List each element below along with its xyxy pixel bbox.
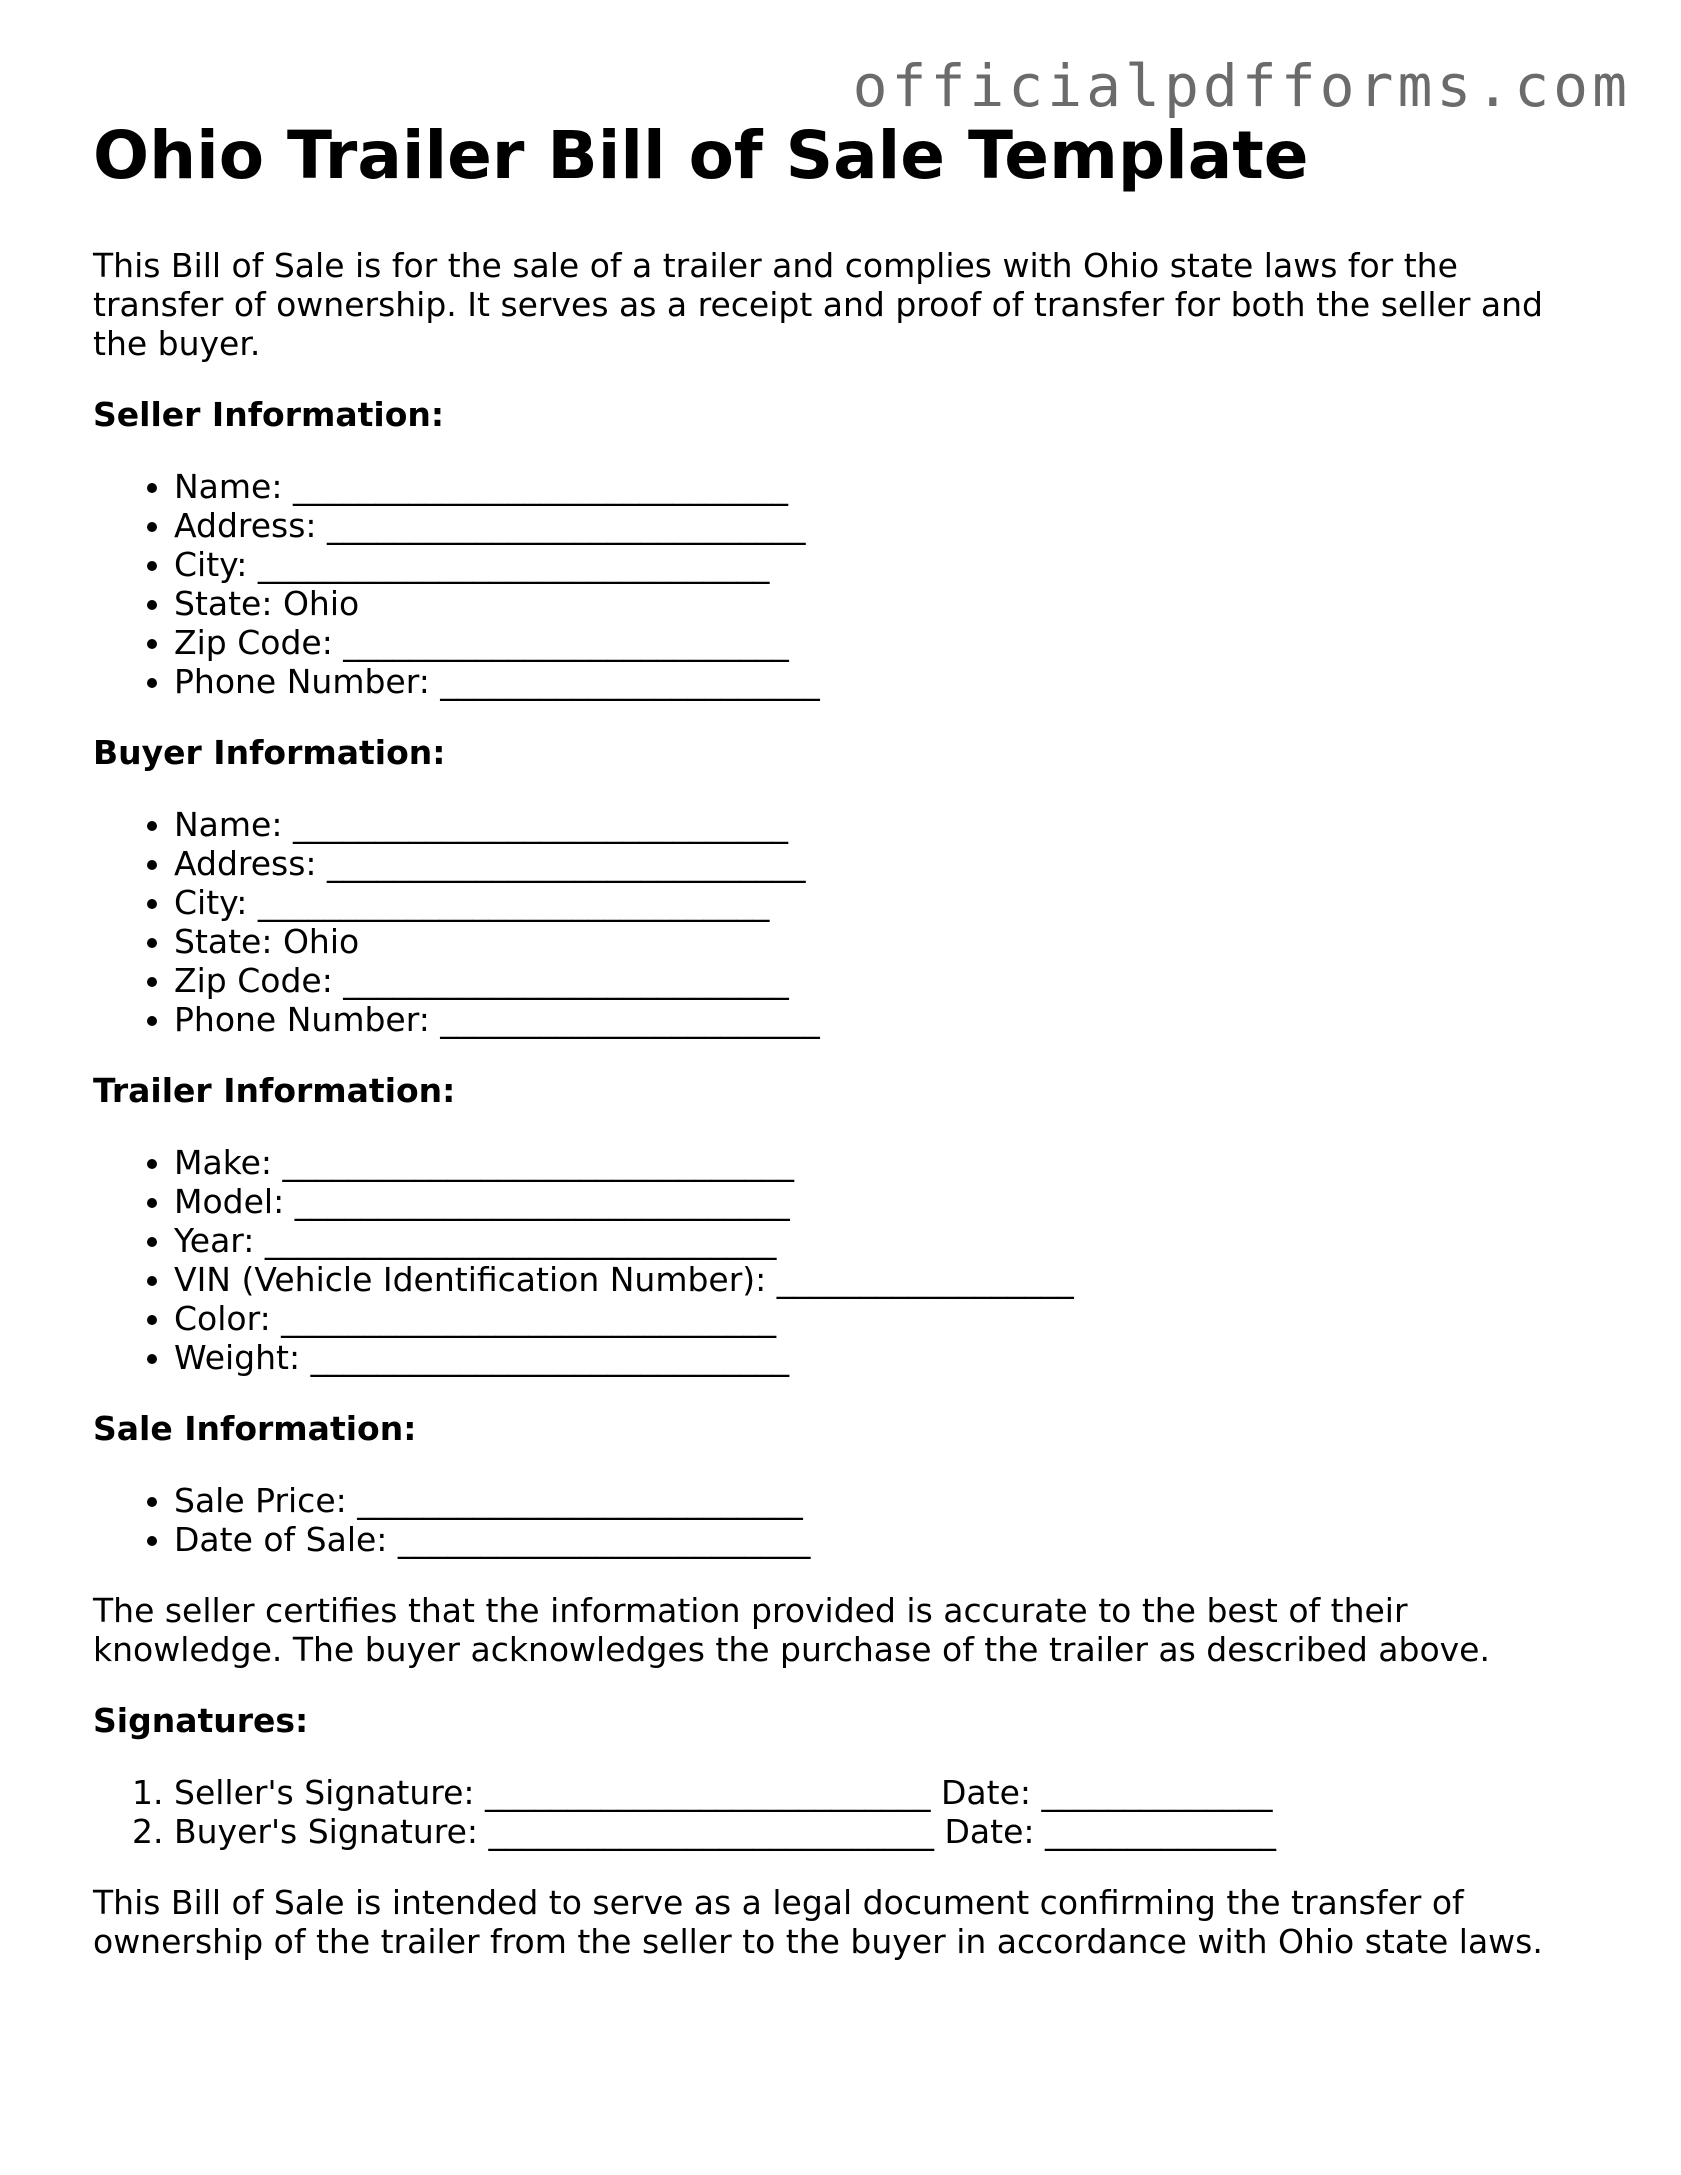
sale-list [93, 1481, 1593, 1559]
trailer-vin-field: • VIN (Vehicle Identification Number): __________________ [174, 1260, 1593, 1299]
seller-state-field: • State: Ohio [174, 584, 1593, 623]
buyer-state-field: • State: Ohio [174, 922, 1593, 961]
closing-paragraph: This Bill of Sale is intended to serve as a legal document confirming the transfer of ownership of the trailer from the seller to the buyer in accordance with Ohio state laws. [93, 1883, 1543, 1961]
trailer-year-field: • Year: _______________________________ [174, 1221, 1593, 1260]
buyer-address-field: • Address: _____________________________ [174, 844, 1593, 883]
trailer-model-field: • Model: ______________________________ [174, 1182, 1593, 1221]
buyer-list [93, 805, 1593, 1039]
buyer-signature-line: 2. Buyer's Signature: ___________________________ Date: ______________ [174, 1812, 1593, 1851]
sale-price-field: • Sale Price: ___________________________ [174, 1481, 1593, 1520]
seller-zip-field: • Zip Code: ___________________________ [174, 623, 1593, 662]
certification-paragraph: The seller certifies that the information provided is accurate to the best of their knowledge. The buyer acknowledges the purchase of the trailer as described above. [93, 1591, 1490, 1669]
trailer-make-field: • Make: _______________________________ [174, 1143, 1593, 1182]
buyer-city-field: • City: _______________________________ [174, 883, 1593, 922]
seller-phone-field: • Phone Number: _______________________ [174, 662, 1593, 701]
seller-list [93, 467, 1593, 701]
sale-heading: Sale Information: [93, 1409, 417, 1448]
seller-city-field: • City: _______________________________ [174, 545, 1593, 584]
trailer-heading: Trailer Information: [93, 1071, 456, 1110]
buyer-phone-field: • Phone Number: _______________________ [174, 1000, 1593, 1039]
trailer-weight-field: • Weight: _____________________________ [174, 1338, 1593, 1377]
intro-paragraph: This Bill of Sale is for the sale of a trailer and complies with Ohio state laws for the transfer of ownership. It serves as a receipt and proof of transfer for both the seller and the buyer. [93, 246, 1544, 363]
buyer-zip-field: • Zip Code: ___________________________ [174, 961, 1593, 1000]
buyer-name-field: • Name: ______________________________ [174, 805, 1593, 844]
document-body [93, 110, 1593, 1961]
seller-name-field: • Name: ______________________________ [174, 467, 1593, 506]
signatures-heading: Signatures: [93, 1701, 309, 1740]
sale-date-field: • Date of Sale: _________________________ [174, 1520, 1593, 1559]
seller-address-field: • Address: _____________________________ [174, 506, 1593, 545]
trailer-color-field: • Color: ______________________________ [174, 1299, 1593, 1338]
watermark: officialpdfforms.com [852, 52, 1631, 120]
seller-heading: Seller Information: [93, 395, 445, 434]
seller-signature-line: 1. Seller's Signature: ___________________________ Date: ______________ [174, 1773, 1593, 1812]
trailer-list [93, 1143, 1593, 1377]
signatures-list [93, 1773, 1593, 1851]
page-title: Ohio Trailer Bill of Sale Template [93, 117, 1309, 194]
buyer-heading: Buyer Information: [93, 733, 446, 772]
